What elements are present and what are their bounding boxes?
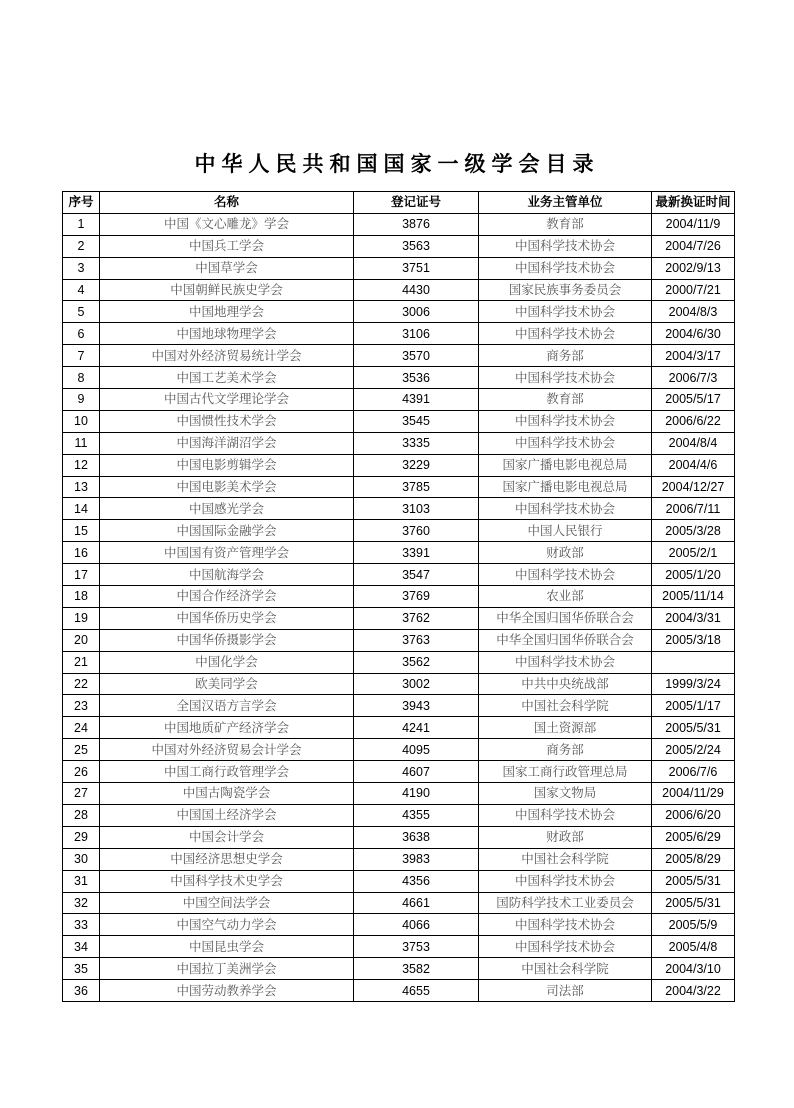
society-name: 中国昆虫学会 [100,936,354,958]
supervising-department: 中国社会科学院 [479,958,652,980]
registration-number: 4355 [354,804,479,826]
supervising-department: 中国人民银行 [479,520,652,542]
table-row [63,323,735,345]
registration-number: 3562 [354,651,479,673]
row-number: 32 [63,892,100,914]
supervising-department: 中国科学技术协会 [479,936,652,958]
renewal-date: 2006/6/22 [652,410,735,432]
supervising-department: 教育部 [479,213,652,235]
supervising-department: 教育部 [479,389,652,411]
supervising-department: 国家文物局 [479,783,652,805]
renewal-date: 2004/11/29 [652,783,735,805]
supervising-department: 中共中央统战部 [479,673,652,695]
registration-number: 3983 [354,848,479,870]
table-row [63,826,735,848]
row-number: 23 [63,695,100,717]
supervising-department: 中国科学技术协会 [479,257,652,279]
row-number: 5 [63,301,100,323]
registration-number: 3760 [354,520,479,542]
column-header-name: 名称 [100,192,354,214]
renewal-date: 2005/1/20 [652,564,735,586]
supervising-department: 中国科学技术协会 [479,432,652,454]
renewal-date: 2004/6/30 [652,323,735,345]
table-row [63,389,735,411]
renewal-date: 2006/7/3 [652,367,735,389]
row-number: 34 [63,936,100,958]
table-row [63,892,735,914]
supervising-department: 中国科学技术协会 [479,323,652,345]
renewal-date: 2004/3/22 [652,980,735,1002]
renewal-date: 2006/6/20 [652,804,735,826]
supervising-department: 财政部 [479,826,652,848]
table-row [63,651,735,673]
registration-number: 3563 [354,235,479,257]
table-row [63,695,735,717]
column-header-date: 最新换证时间 [652,192,735,214]
registration-number: 4391 [354,389,479,411]
renewal-date: 2004/8/4 [652,432,735,454]
table-row [63,717,735,739]
renewal-date: 2006/7/11 [652,498,735,520]
renewal-date: 2005/11/14 [652,586,735,608]
society-name: 中国《文心雕龙》学会 [100,213,354,235]
row-number: 25 [63,739,100,761]
row-number: 19 [63,607,100,629]
table-row [63,257,735,279]
supervising-department: 中国科学技术协会 [479,367,652,389]
table-row [63,607,735,629]
society-name: 中国化学会 [100,651,354,673]
registration-number: 3547 [354,564,479,586]
registration-number: 3876 [354,213,479,235]
renewal-date: 2005/2/24 [652,739,735,761]
renewal-date: 2005/5/31 [652,870,735,892]
column-header-registration: 登记证号 [354,192,479,214]
supervising-department: 中国科学技术协会 [479,564,652,586]
society-name: 中国国际金融学会 [100,520,354,542]
registration-number: 4066 [354,914,479,936]
renewal-date [652,651,735,673]
supervising-department: 中国科学技术协会 [479,914,652,936]
renewal-date: 2005/2/1 [652,542,735,564]
registration-number: 4430 [354,279,479,301]
supervising-department: 农业部 [479,586,652,608]
renewal-date: 2005/4/8 [652,936,735,958]
column-header-department: 业务主管单位 [479,192,652,214]
supervising-department: 国家民族事务委员会 [479,279,652,301]
renewal-date: 2005/8/29 [652,848,735,870]
renewal-date: 2005/5/17 [652,389,735,411]
renewal-date: 2004/3/17 [652,345,735,367]
society-name: 中国会计学会 [100,826,354,848]
table-row [63,279,735,301]
table-row [63,454,735,476]
registration-number: 3762 [354,607,479,629]
renewal-date: 2005/1/17 [652,695,735,717]
society-name: 中国华侨历史学会 [100,607,354,629]
table-row [63,301,735,323]
registration-number: 3943 [354,695,479,717]
table-row [63,520,735,542]
table-row [63,367,735,389]
page-title: 中华人民共和国国家一级学会目录 [194,152,600,176]
supervising-department: 国家工商行政管理总局 [479,761,652,783]
renewal-date: 2005/5/31 [652,717,735,739]
society-name: 中国对外经济贸易会计学会 [100,739,354,761]
registration-number: 4095 [354,739,479,761]
row-number: 13 [63,476,100,498]
table-row [63,673,735,695]
society-name: 中国地理学会 [100,301,354,323]
registration-number: 3545 [354,410,479,432]
supervising-department: 中华全国归国华侨联合会 [479,629,652,651]
supervising-department: 商务部 [479,739,652,761]
society-name: 中国感光学会 [100,498,354,520]
registration-number: 3229 [354,454,479,476]
column-header-no: 序号 [63,192,100,214]
society-name: 欧美同学会 [100,673,354,695]
row-number: 15 [63,520,100,542]
table-row [63,235,735,257]
society-name: 中国朝鲜民族史学会 [100,279,354,301]
supervising-department: 国家广播电影电视总局 [479,454,652,476]
registration-number: 4190 [354,783,479,805]
table-row [63,498,735,520]
society-name: 中国兵工学会 [100,235,354,257]
row-number: 9 [63,389,100,411]
registration-number: 4661 [354,892,479,914]
society-name: 中国地球物理学会 [100,323,354,345]
table-row [63,476,735,498]
registration-number: 3763 [354,629,479,651]
registration-number: 3751 [354,257,479,279]
renewal-date: 2005/3/18 [652,629,735,651]
registration-number: 3582 [354,958,479,980]
table-row [63,914,735,936]
supervising-department: 国防科学技术工业委员会 [479,892,652,914]
society-name: 中国电影美术学会 [100,476,354,498]
registration-number: 3536 [354,367,479,389]
registration-number: 4356 [354,870,479,892]
row-number: 29 [63,826,100,848]
row-number: 8 [63,367,100,389]
supervising-department: 商务部 [479,345,652,367]
renewal-date: 2006/7/6 [652,761,735,783]
table-row [63,345,735,367]
row-number: 30 [63,848,100,870]
supervising-department: 中国社会科学院 [479,695,652,717]
society-name: 中国空气动力学会 [100,914,354,936]
supervising-department: 中国社会科学院 [479,848,652,870]
registration-number: 3106 [354,323,479,345]
renewal-date: 2005/3/28 [652,520,735,542]
registration-number: 4241 [354,717,479,739]
supervising-department: 中国科学技术协会 [479,235,652,257]
row-number: 31 [63,870,100,892]
table-row [63,804,735,826]
renewal-date: 2004/7/26 [652,235,735,257]
society-name: 中国合作经济学会 [100,586,354,608]
renewal-date: 2004/4/6 [652,454,735,476]
supervising-department: 财政部 [479,542,652,564]
renewal-date: 2004/11/9 [652,213,735,235]
row-number: 17 [63,564,100,586]
table-row [63,432,735,454]
row-number: 24 [63,717,100,739]
row-number: 6 [63,323,100,345]
registration-number: 3638 [354,826,479,848]
row-number: 7 [63,345,100,367]
row-number: 20 [63,629,100,651]
table-body [63,213,735,1001]
renewal-date: 2000/7/21 [652,279,735,301]
renewal-date: 2004/3/10 [652,958,735,980]
row-number: 18 [63,586,100,608]
registration-number: 3103 [354,498,479,520]
row-number: 27 [63,783,100,805]
row-number: 21 [63,651,100,673]
table-row [63,739,735,761]
renewal-date: 2005/5/9 [652,914,735,936]
society-name: 中国拉丁美洲学会 [100,958,354,980]
society-name: 中国工艺美术学会 [100,367,354,389]
renewal-date: 2005/5/31 [652,892,735,914]
supervising-department: 国家广播电影电视总局 [479,476,652,498]
row-number: 11 [63,432,100,454]
renewal-date: 1999/3/24 [652,673,735,695]
table-row [63,936,735,958]
society-name: 中国经济思想史学会 [100,848,354,870]
table-row [63,761,735,783]
society-name: 中国科学技术史学会 [100,870,354,892]
society-table [62,191,735,1002]
society-name: 中国海洋湖沼学会 [100,432,354,454]
table-row [63,848,735,870]
registration-number: 4607 [354,761,479,783]
society-name: 中国华侨摄影学会 [100,629,354,651]
society-name: 中国工商行政管理学会 [100,761,354,783]
supervising-department: 中国科学技术协会 [479,804,652,826]
registration-number: 3753 [354,936,479,958]
row-number: 3 [63,257,100,279]
row-number: 36 [63,980,100,1002]
society-name: 中国国土经济学会 [100,804,354,826]
table-row [63,980,735,1002]
renewal-date: 2004/12/27 [652,476,735,498]
row-number: 28 [63,804,100,826]
row-number: 2 [63,235,100,257]
registration-number: 4655 [354,980,479,1002]
row-number: 35 [63,958,100,980]
registration-number: 3769 [354,586,479,608]
society-name: 中国对外经济贸易统计学会 [100,345,354,367]
society-name: 中国惯性技术学会 [100,410,354,432]
society-name: 中国航海学会 [100,564,354,586]
row-number: 16 [63,542,100,564]
row-number: 12 [63,454,100,476]
row-number: 10 [63,410,100,432]
registration-number: 3391 [354,542,479,564]
registration-number: 3335 [354,432,479,454]
table-row [63,629,735,651]
registration-number: 3002 [354,673,479,695]
row-number: 4 [63,279,100,301]
supervising-department: 国土资源部 [479,717,652,739]
society-name: 中国空间法学会 [100,892,354,914]
renewal-date: 2004/8/3 [652,301,735,323]
table-row [63,564,735,586]
table-row [63,783,735,805]
row-number: 14 [63,498,100,520]
supervising-department: 司法部 [479,980,652,1002]
supervising-department: 中国科学技术协会 [479,410,652,432]
row-number: 22 [63,673,100,695]
society-name: 中国古代文学理论学会 [100,389,354,411]
supervising-department: 中国科学技术协会 [479,651,652,673]
table-row [63,958,735,980]
renewal-date: 2002/9/13 [652,257,735,279]
society-name: 中国地质矿产经济学会 [100,717,354,739]
society-name: 中国草学会 [100,257,354,279]
row-number: 33 [63,914,100,936]
society-name: 中国劳动教养学会 [100,980,354,1002]
registration-number: 3785 [354,476,479,498]
supervising-department: 中华全国归国华侨联合会 [479,607,652,629]
registration-number: 3570 [354,345,479,367]
table-row [63,410,735,432]
table-row [63,542,735,564]
table-row [63,870,735,892]
society-name: 中国国有资产管理学会 [100,542,354,564]
society-name: 中国电影剪辑学会 [100,454,354,476]
renewal-date: 2005/6/29 [652,826,735,848]
renewal-date: 2004/3/31 [652,607,735,629]
table-row [63,213,735,235]
row-number: 26 [63,761,100,783]
table-header-row [63,192,735,214]
table-row [63,586,735,608]
supervising-department: 中国科学技术协会 [479,498,652,520]
society-name: 全国汉语方言学会 [100,695,354,717]
row-number: 1 [63,213,100,235]
society-name: 中国古陶瓷学会 [100,783,354,805]
supervising-department: 中国科学技术协会 [479,301,652,323]
registration-number: 3006 [354,301,479,323]
supervising-department: 中国科学技术协会 [479,870,652,892]
